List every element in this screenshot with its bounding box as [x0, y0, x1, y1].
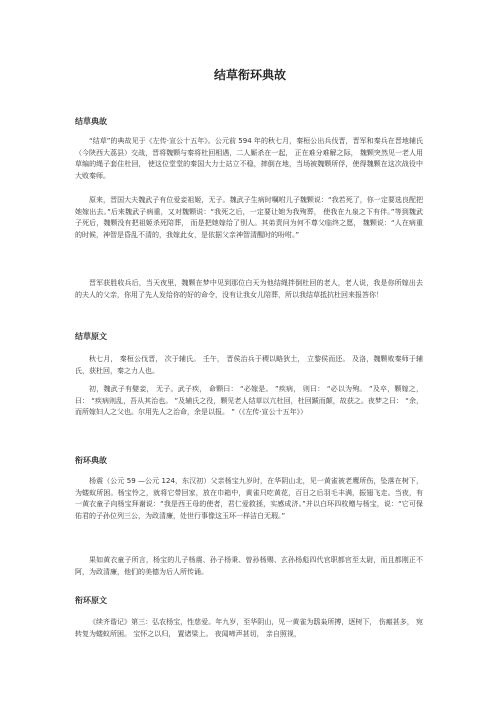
paragraph: 晋军获胜收兵后，当天夜里，魏颗在梦中见到那位白天为他结绳拌倒杜回的老人，老人说，我是你所嫁出去的夫人的父亲，你用了先人发给你的好的命令，没有让我女儿陪葬，所以我结草抵抗杜回来报答你！	[75, 279, 423, 299]
section-heading-jiecao-yuanwen: 结草原文	[75, 332, 107, 341]
document-title: 结草衔环典故	[213, 68, 286, 82]
paragraph: 初，魏武子有嬖妾， 无子。武子疾， 命颗曰： “必嫁是。 ”疾病， 则曰： “必以为殉。 ”及卒，颗嫁之，曰： “疾病则乱，吾从其治也。 ”及辅氏之役，颗见老人结草以亢杜回，杜回踬而颠，故获之。夜梦之曰： “余，而所嫁妇人之父也。尔用先人之治命，余是以报。 ”（《左传·宣公十五年》）	[75, 385, 423, 416]
section-heading-jiecao-diangu: 结草典故	[75, 117, 107, 126]
paragraph: 原来，晋国大夫魏武子有位爱妾祖姬，无子。魏武子生病时嘱咐儿子魏颗说：“我若死了，你一定要选良配把她嫁出去。”后来魏武子病重，又对魏颗说：“我死之后，一定要让她为我殉葬， 使我在九泉之下有伴。”等到魏武子死后，魏颗没有把祖姬杀死陪葬， 而是把她嫁给了别人。其弟责问为何不尊父临终之愿， 魏颗说：“人在病重的时候，神智是昏乱不清的，我嫁此女，是依据父亲神智清醒时的吩咐。”	[75, 196, 423, 239]
paragraph: “结草”的典故见于《左传·宣公十五年》。公元前 594 年的秋七月，秦桓公出兵伐晋，晋军和秦兵在晋地辅氏（今陕西大荔县）交战，晋将魏颗与秦将杜回相遇，二人厮杀在一起， 正在难分难解之际， 魏颗突然见一老人用草编的绳子套住杜回， 使这位堂堂的秦国大力士站立不稳，摔倒在地，当场被魏颗所俘，使得魏颗在这次战役中大败秦师。	[75, 137, 423, 180]
section-heading-xianhuan-yuanwen: 衔环原文	[75, 596, 107, 605]
paragraph: 果如黄衣童子所言，杨宝的儿子杨震、孙子杨秉、曾孙杨赐、玄孙杨彪四代官职都官至太尉，而且都刚正不阿，为政清廉，他们的美德为后人所传诵。	[75, 556, 423, 576]
paragraph: 《续齐谐记》第三：弘农杨宝，性慈爱。年九岁，至华阴山，见一黄雀为鸱枭所搏，逐树下， 伤瘢甚多， 宛转复为蝼蚁所困。 宝怀之以归， 置诸梁上。 夜闻啼声甚切， 亲自照视，	[75, 618, 423, 638]
section-heading-xianhuan-diangu: 衔环典故	[75, 456, 107, 465]
paragraph: 秋七月， 秦桓公伐晋， 次于辅氏。 壬午， 晋侯治兵于稷以略狄土， 立黎侯而还。 及洛，魏颗败秦师于辅氏，获杜回，秦之力人也。	[75, 355, 423, 375]
paragraph: 杨震（公元 59 —公元 124，东汉初）父亲杨宝九岁时，在华阴山北，见一黄雀被老鹰所伤，坠落在树下，为蝼蚁所困。杨宝怜之，就将它带回家，放在巾箱中，黄雀只吃黄花，百日之后羽毛丰满，振翅飞走。当夜，有一黄衣童子向杨宝拜谢说：“我是西王母的使者，君仁爱救拯，实感成济。”并以白环四枚赠与杨宝，说：“它可保佑君的子孙位列三公，为政清廉，处世行事像这玉环一样洁白无瑕。”	[75, 477, 423, 520]
